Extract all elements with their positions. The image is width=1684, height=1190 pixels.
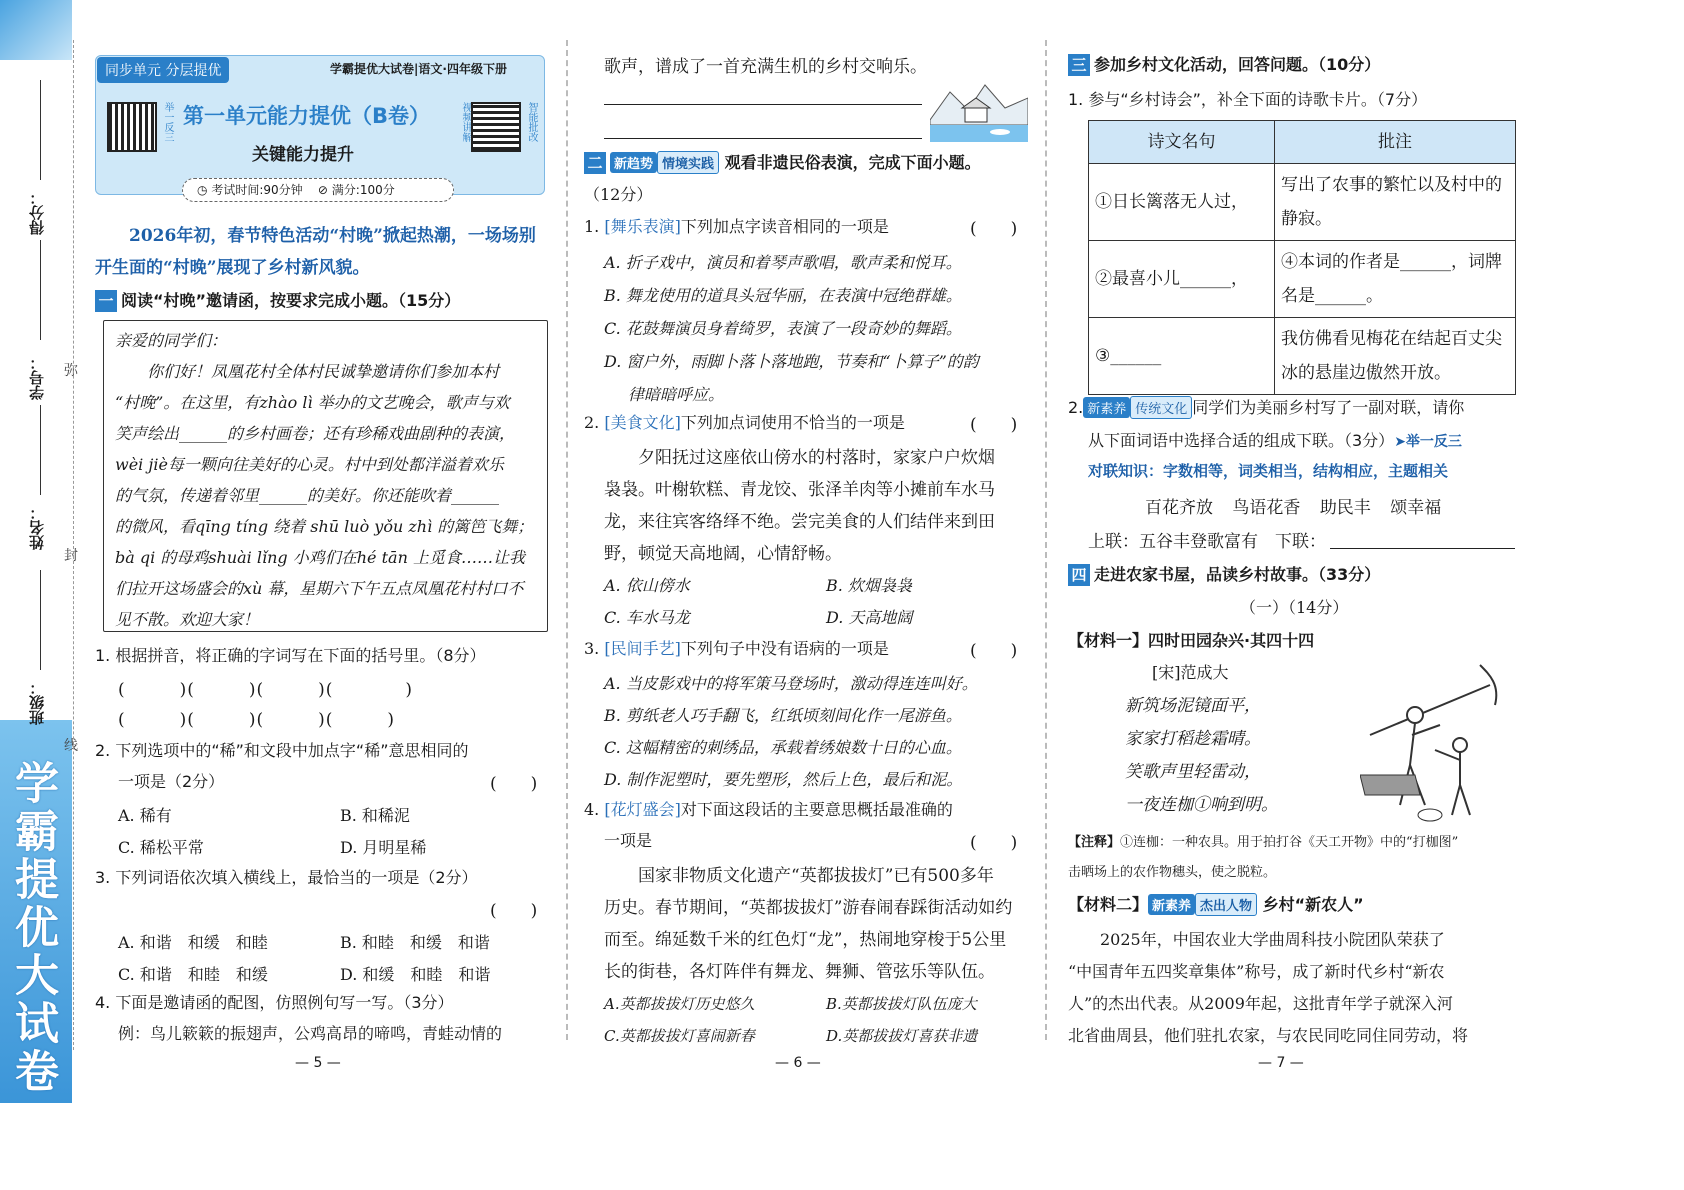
qr-right-caption-1: 视频讲解 — [460, 102, 471, 142]
exam-time: 考试时间:90分钟 — [211, 183, 303, 197]
section-number: 一 — [95, 290, 117, 312]
letter-body — [115, 325, 545, 635]
answer-bracket[interactable]: ( ) — [970, 833, 1018, 853]
question-number: 2. — [1068, 398, 1084, 417]
option[interactable]: A.英都拔拔灯历史悠久 — [604, 995, 755, 1013]
options-2-3 — [604, 668, 1034, 796]
page-number: — 5 — — [295, 1055, 341, 1071]
topic-tag: [美食文化] — [604, 413, 681, 432]
option[interactable]: C. 稀松平常 — [118, 838, 204, 857]
village-illustration — [930, 80, 1028, 142]
question-number: 4. — [584, 800, 600, 819]
poem-author: [宋]范成大 — [1152, 663, 1229, 682]
option[interactable]: B. 剪纸老人巧手翻飞，红纸顷刻间化作一尾游鱼。 — [604, 706, 962, 725]
option[interactable]: D. 窗户外，雨脚卜落卜落地跑，节奏和“卜算子”的韵 — [604, 352, 979, 371]
option[interactable]: C. 车水马龙 — [604, 608, 690, 627]
annotation — [1068, 828, 1528, 888]
option[interactable]: C. 花鼓舞演员身着绮罗，表演了一段奇妙的舞蹈。 — [604, 319, 962, 338]
table-row — [1089, 241, 1516, 318]
question-text: 同学们为美丽乡村写了一副对联，请你 — [1192, 398, 1465, 417]
material-title: 乡村“新农人” — [1262, 895, 1364, 914]
option[interactable]: B. 炊烟袅袅 — [826, 576, 912, 595]
section-title: 观看非遗民俗表演，完成下面小题。 — [724, 153, 981, 172]
table-cell: 写出了农事的繁忙以及村中的静寂。 — [1275, 164, 1516, 241]
corner-decoration — [0, 0, 72, 60]
section-2-heading — [584, 150, 981, 174]
example-continuation: 歌声，谱成了一首充满生机的乡村交响乐。 — [604, 57, 927, 77]
poem-line: 新筑场泥镜面平， — [1125, 696, 1261, 716]
letter-line: bà qi 的母鸡shuài lǐng 小鸡们在hé tān 上觅食……让我 — [115, 548, 525, 567]
question-2-1 — [584, 214, 889, 237]
option[interactable]: A. 依山傍水 — [604, 576, 690, 595]
couplet-answer-line[interactable] — [1330, 548, 1515, 549]
options-q2 — [118, 800, 548, 864]
passage-line: 2025年，中国农业大学曲周科技小院团队荣获了 — [1100, 930, 1445, 949]
material-label: 【材料二】 — [1068, 895, 1149, 914]
answer-bracket[interactable]: ( ) — [970, 641, 1018, 661]
poem-line: 笑歌声里轻雷动， — [1125, 762, 1261, 782]
qr-right-caption-2: 智能批改 — [526, 102, 537, 142]
section-4-heading — [1068, 562, 1380, 586]
sync-tag: 同步单元 分层提优 — [97, 57, 229, 83]
table-cell: 我仿佛看见梅花在结起百丈尖冰的悬崖边傲然开放。 — [1275, 318, 1516, 395]
options-2-4 — [604, 988, 1034, 1052]
passage-2-2 — [604, 442, 1034, 570]
name-label: 姓名： — [28, 505, 46, 550]
question-3-2b — [1088, 428, 1462, 451]
material-1-heading — [1068, 628, 1314, 651]
section-title: 阅读“村晚”邀请函，按要求完成小题。（15分） — [121, 291, 461, 310]
section-3-heading — [1068, 52, 1380, 76]
section-2-score: （12分） — [584, 185, 653, 204]
section-title: 参加乡村文化活动，回答问题。（10分） — [1094, 55, 1381, 74]
flail-illustration — [1360, 655, 1515, 825]
qr-code-icon[interactable] — [471, 102, 521, 152]
answer-bracket[interactable]: ( ) — [970, 219, 1018, 239]
table-cell[interactable]: ②最喜小儿______， — [1089, 241, 1275, 318]
material-2-heading — [1068, 892, 1364, 916]
bind-char-2: 封 — [64, 548, 78, 564]
table-cell[interactable]: ①日长篱落无人过， — [1089, 164, 1275, 241]
question-text: 对下面这段话的主要意思概括最准确的 — [680, 800, 953, 819]
material-label: 【材料一】 — [1068, 631, 1149, 650]
topic-tag: [舞乐表演] — [604, 217, 681, 236]
table-header: 批注 — [1275, 121, 1516, 164]
topic-tag: [民间手艺] — [604, 639, 681, 658]
class-line[interactable] — [40, 570, 41, 670]
question-1-2: 2. 下列选项中的“稀”和文段中加点字“稀”意思相同的 — [95, 741, 469, 760]
passage-2-4 — [604, 860, 1034, 988]
section-1-heading — [95, 288, 460, 312]
passage-line: 国家非物质文化遗产“英都拔拔灯”已有500多年 — [638, 866, 994, 886]
word-choice[interactable]: 百花齐放 — [1145, 498, 1213, 518]
question-text: 下列加点词使用不恰当的一项是 — [680, 413, 905, 432]
question-text: 下列加点字读音相同的一项是 — [680, 217, 889, 236]
option-continued: 律暗暗呼应。 — [628, 385, 725, 404]
option[interactable]: B. 舞龙使用的道具头冠华丽，在表演中冠绝群雄。 — [604, 286, 962, 305]
section-title: 走进农家书屋，品读乡村故事。（33分） — [1094, 565, 1381, 584]
passage-line: 而至。绵延数千米的红色灯“龙”，热闹地穿梭于5公里 — [604, 930, 1007, 950]
material-title: 四时田园杂兴·其四十四 — [1148, 631, 1315, 650]
poem-card-table — [1088, 120, 1516, 395]
letter-line: 亲爱的同学们： — [115, 331, 228, 350]
couplet-upper: 上联：五谷丰登歌富有 下联： — [1088, 532, 1326, 552]
poem-line: 一夜连枷①响到明。 — [1125, 795, 1278, 815]
answer-bracket[interactable]: ( ) — [490, 774, 538, 794]
trend-tag: 新趋势 — [610, 152, 657, 173]
column-divider — [566, 40, 568, 1040]
option[interactable]: B. 和睦 和缓 和谐 — [340, 933, 490, 952]
table-header: 诗文名句 — [1089, 121, 1275, 164]
note-text: ①连枷：一种农具。用于拍打谷《天工开物》中的“打枷图” — [1120, 835, 1459, 850]
question-number: 3. — [584, 639, 600, 658]
option[interactable]: A. 和谐 和缓 和睦 — [118, 933, 268, 952]
passage-line: “中国青年五四奖章集体”称号，成了新时代乡村“新农 — [1068, 962, 1445, 981]
question-2-3 — [584, 636, 889, 659]
full-score: 满分:100分 — [331, 183, 395, 197]
option[interactable]: C. 这幅精密的刺绣品，承载着绣娘数十日的心血。 — [604, 738, 962, 757]
qr-left-caption: 举一反三 — [162, 102, 173, 142]
name-line[interactable] — [40, 405, 41, 495]
option[interactable]: D. 和缓 和睦 和谐 — [340, 965, 491, 984]
page-subtitle: 关键能力提升 — [252, 145, 354, 165]
question-text-2: 一项是 — [604, 831, 653, 850]
intro-paragraph: 2026年初，春节特色活动“村晚”掀起热潮，一场场别开生面的“村晚”展现了乡村新风貌。 — [95, 226, 536, 278]
question-1-4: 4. 下面是邀请函的配图，仿照例句写一写。（3分） — [95, 993, 454, 1012]
section-number: 二 — [584, 152, 606, 174]
column-divider — [1045, 40, 1047, 1040]
option[interactable]: C. 和谐 和睦 和缓 — [118, 965, 268, 984]
letter-line: 你们好！凤凰花村全体村民诚挚邀请你们参加本村 — [147, 362, 500, 381]
question-text: 从下面词语中选择合适的组成下联。（3分） — [1088, 431, 1395, 450]
person-tag: 杰出人物 — [1195, 893, 1257, 916]
letter-line: 们拉开这场盛会的xù 幕，星期六下午五点凤凰花村村口不 — [115, 579, 524, 598]
letter-line: 的微风，看qīng tíng 绕着 shū luò yǒu zhì 的篱笆飞舞； — [115, 517, 534, 536]
question-1-3: 3. 下列词语依次填入横线上，最恰当的一项是（2分） — [95, 868, 478, 887]
section-number: 四 — [1068, 564, 1090, 586]
bind-char-1: 弥 — [64, 363, 78, 379]
page-number: — 7 — — [1258, 1055, 1304, 1071]
option[interactable]: D. 月明星稀 — [340, 838, 427, 857]
id-line[interactable] — [40, 240, 41, 340]
answer-bracket[interactable]: ( ) — [970, 415, 1018, 435]
exam-info — [182, 178, 454, 202]
letter-line: wèi jiè每一颗向往美好的心灵。村中到处都洋溢着欢乐 — [115, 455, 504, 474]
part-heading: （一）（14分） — [1240, 598, 1349, 617]
passage-line: 历史。春节期间，“英都拔拔灯”游春闹春踩街活动如约 — [604, 898, 1013, 918]
letter-line: 笑声绘出______的乡村画卷；还有珍稀戏曲剧种的表演， — [115, 424, 516, 443]
clock-icon: ◷ — [197, 183, 208, 197]
note-label: 【注释】 — [1068, 835, 1121, 850]
question-3-1: 1. 参与“乡村诗会”，补全下面的诗歌卡片。（7分） — [1068, 90, 1428, 109]
answer-bracket[interactable]: ( ) — [490, 901, 538, 921]
options-2-1 — [604, 246, 1034, 411]
page-number: — 6 — — [775, 1055, 821, 1071]
score-label: 得分： — [28, 190, 46, 235]
table-row — [1089, 164, 1516, 241]
options-2-2 — [604, 570, 1034, 634]
question-1-2b: 一项是（2分） — [118, 772, 225, 791]
word-choice[interactable]: 鸟语花香 — [1232, 498, 1301, 518]
literacy-tag: 新素养 — [1083, 397, 1130, 418]
word-choice[interactable]: 助民丰 — [1319, 498, 1371, 518]
extension-link[interactable]: ➤举一反三 — [1394, 434, 1462, 450]
couplet-knowledge: 对联知识：字数相等，词类相当，结构相应，主题相关 — [1088, 462, 1449, 480]
question-number: 2. — [584, 413, 600, 432]
answer-brackets-row[interactable]: ( )( )( )( ) — [118, 680, 414, 700]
word-choices — [1145, 493, 1441, 518]
topic-tag: [花灯盛会] — [604, 800, 681, 819]
check-icon: ⊘ — [317, 183, 328, 197]
option[interactable]: B. 和稀泥 — [340, 806, 410, 825]
question-2-2 — [584, 410, 905, 433]
series-label: 学霸提优大试卷|语文·四年级下册 — [330, 62, 507, 76]
page-title: 第一单元能力提优（B卷） — [183, 104, 431, 128]
answer-line[interactable] — [604, 104, 922, 105]
passage-line: 龙，来往宾客络绎不绝。尝完美食的人们结伴来到田 — [604, 512, 995, 532]
question-1-1: 1. 根据拼音，将正确的字词写在下面的括号里。（8分） — [95, 646, 486, 665]
option[interactable]: C.英都拔拔灯喜闹新春 — [604, 1027, 755, 1045]
culture-tag: 传统文化 — [1130, 396, 1192, 419]
option[interactable]: A. 当皮影戏中的将军策马登场时，激动得连连叫好。 — [604, 674, 978, 693]
class-label: 班级： — [28, 680, 46, 725]
passage-line: 人”的杰出代表。从2009年起，这批青年学子就深入河 — [1068, 994, 1453, 1013]
passage-line: 长的街巷，各灯阵伴有舞龙、舞狮、管弦乐等队伍。 — [604, 962, 995, 982]
question-2-4 — [584, 797, 953, 820]
material-2-body — [1068, 924, 1523, 1052]
question-3-2 — [1068, 395, 1523, 419]
option[interactable]: D.英都拔拔灯喜获非遗 — [826, 1027, 978, 1045]
passage-line: 北省曲周县，他们驻扎农家，与农民同吃同住同劳动，将 — [1068, 1026, 1469, 1045]
score-line — [40, 80, 41, 180]
answer-brackets-row[interactable]: ( )( )( )( ) — [118, 710, 396, 730]
note-text-2: 击晒场上的农作物穗头，使之脱粒。 — [1068, 865, 1277, 880]
question-text: 下列句子中没有语病的一项是 — [680, 639, 889, 658]
letter-line: “村晚”。在这里，有zhào lì 举办的文艺晚会，歌声与欢 — [115, 393, 510, 412]
question-number: 1. — [584, 217, 600, 236]
brand-title: 学霸提优大试卷 — [7, 760, 58, 1096]
table-cell[interactable]: ④本词的作者是______，词牌名是______。 — [1275, 241, 1516, 318]
example-sentence: 例：鸟儿簌簌的振翅声，公鸡高昂的啼鸣，青蛙动情的 — [118, 1024, 503, 1043]
option[interactable]: D. 天高地阔 — [826, 608, 913, 627]
answer-line[interactable] — [604, 138, 922, 139]
options-q3 — [118, 927, 548, 991]
passage-line: 袅袅。叶榭软糕、青龙饺、张泽羊肉等小摊前车水马 — [604, 480, 995, 500]
letter-line: 的气氛，传递着邻里______的美好。你还能吹着______ — [115, 486, 500, 505]
table-row — [1089, 318, 1516, 395]
passage-line: 夕阳抚过这座依山傍水的村落时，家家户户炊烟 — [638, 448, 995, 468]
table-cell[interactable]: ③______ — [1089, 318, 1275, 395]
option[interactable]: B.英都拔拔灯队伍庞大 — [826, 995, 977, 1013]
option[interactable]: A. 稀有 — [118, 806, 172, 825]
qr-code-icon[interactable] — [107, 102, 157, 152]
passage-line: 野，顿觉天高地阔，心情舒畅。 — [604, 544, 842, 564]
literacy-tag: 新素养 — [1148, 894, 1195, 915]
section-number: 三 — [1068, 54, 1090, 76]
practice-tag: 情境实践 — [657, 151, 719, 174]
option[interactable]: D. 制作泥塑时，要先塑形，然后上色，最后和泥。 — [604, 770, 963, 789]
bind-char-3: 线 — [64, 738, 78, 754]
letter-line: 见不散。欢迎大家！ — [115, 610, 260, 629]
poem-body — [1125, 690, 1278, 822]
binding-line — [73, 40, 74, 1050]
id-label: 学号： — [28, 355, 46, 400]
poem-line: 家家打稻趁霜晴。 — [1125, 729, 1261, 749]
option[interactable]: A. 折子戏中，演员和着琴声歌唱，歌声柔和悦耳。 — [604, 253, 962, 272]
word-choice[interactable]: 颂幸福 — [1390, 498, 1442, 518]
